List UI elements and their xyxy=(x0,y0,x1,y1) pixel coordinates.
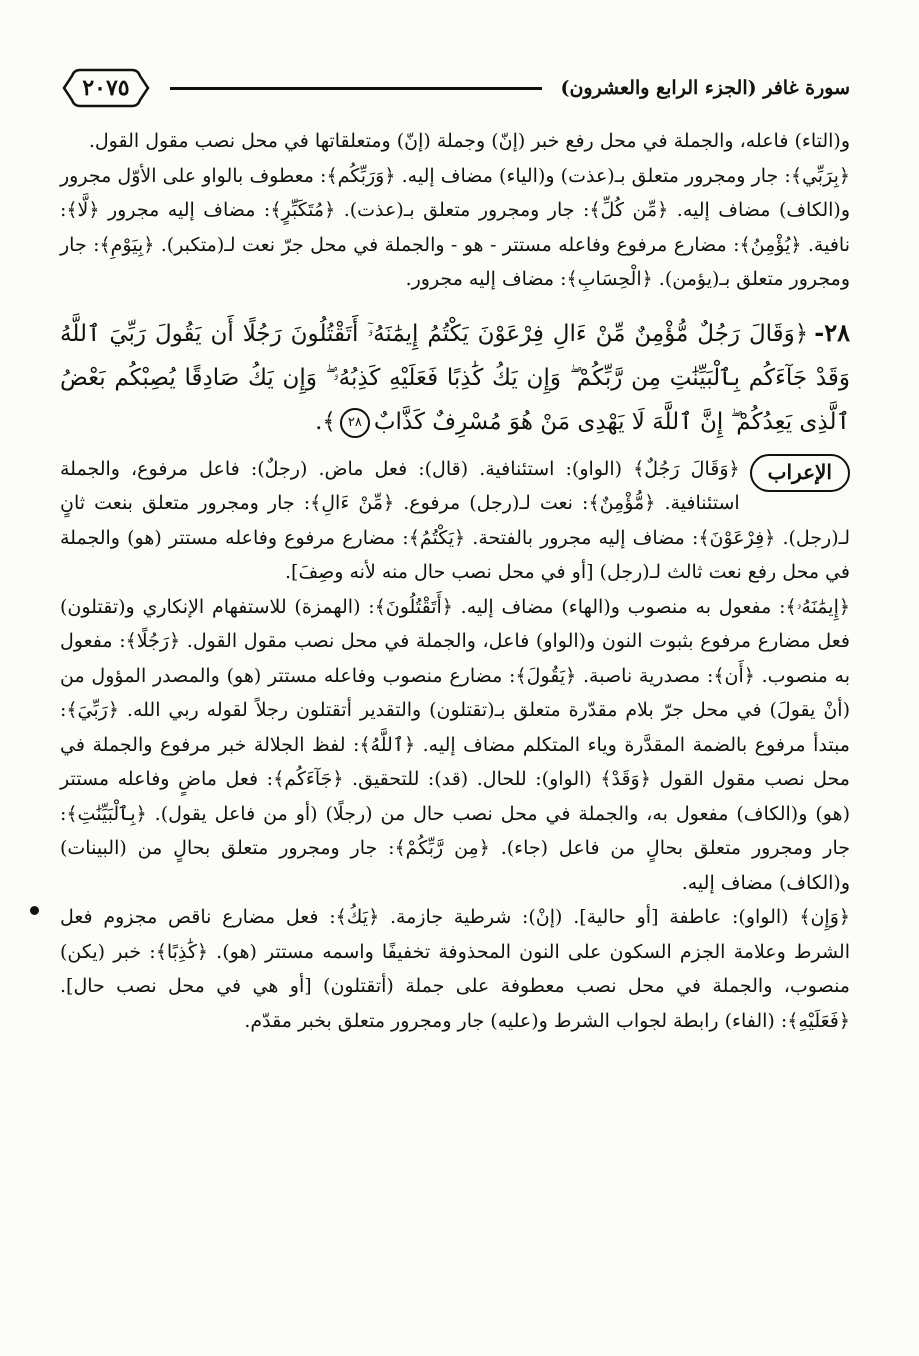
paragraph: ﴿بِرَبِّي﴾: جار ومجرور متعلق بـ(عذت) و(الياء) مضاف إليه. ﴿وَرَبِّكُم﴾: معطوف بالواو على الأوّل مجرور و(الكاف) مضاف إليه. ﴿مِّن كُلِّ﴾: جار ومجرور متعلق بـ(عذت). ﴿مُتَكَبِّرٍ﴾: مضاف إليه مجرور ﴿لَّا﴾: نافية. ﴿يُؤْمِنُ﴾: مضارع مرفوع وفاعله مستتر - هو - والجملة في محل جرّ نعت لـ(متكبر). ﴿بِيَوْمِ﴾: جار ومجرور متعلق بـ(يؤمن). ﴿الْحِسَابِ﴾: مضاف إليه مجرور. xyxy=(60,164,850,290)
page-header xyxy=(60,62,850,114)
quran-verse xyxy=(60,311,850,444)
ayah-marker: ٢٨ xyxy=(340,408,370,438)
header-rule xyxy=(170,87,542,90)
irab-section xyxy=(60,452,850,1039)
paragraph: و(التاء) فاعله، والجملة في محل رفع خبر (إنّ) وجملة (إنّ) ومتعلقاتها في محل نصب مقول القول. xyxy=(88,130,850,152)
verse-text: ﴿وَقَالَ رَجُلٌ مُّؤْمِنٌ مِّنْ ءَالِ فِرْعَوْنَ يَكْتُمُ إِيمَٰنَهُۥٓ أَتَقْتُلُونَ رَجُلًا أَن يَقُولَ رَبِّيَ ٱللَّهُ وَقَدْ جَآءَكُم بِٱلْبَيِّنَٰتِ مِن رَّبِّكُمْ ۖ وَإِن يَكُ كَٰذِبًا فَعَلَيْهِ كَذِبُهُۥ ۖ وَإِن يَكُ صَادِقًا يُصِبْكُم بَعْضُ ٱلَّذِى يَعِدُكُمْ ۖ إِنَّ ٱللَّهَ لَا يَهْدِى مَنْ هُوَ مُسْرِفٌ كَذَّابٌ xyxy=(60,320,850,435)
paragraph: ﴿إِيمَٰنَهُۥ﴾: مفعول به منصوب و(الهاء) مضاف إليه. ﴿أَتَقْتُلُونَ﴾: (الهمزة) للاستفهام الإنكاري و(تقتلون) فعل مضارع مرفوع بثبوت النون و(الواو) فاعل، والجملة في محل نصب مقول القول. ﴿رَجُلًا﴾: مفعول به منصوب. ﴿أَن﴾: مصدرية ناصبة. ﴿يَقُولَ﴾: مضارع منصوب وفاعله مستتر (هو) والمصدر المؤول من (أنْ يقولَ) في محل جرّ بلام مقدّرة متعلق بـ(تقتلون) والتقدير أتقتلون رجلاً لقوله ربي الله. ﴿رَبِّيَ﴾: مبتدأ مرفوع بالضمة المقدَّرة وياء المتكلم مضاف إليه. ﴿ٱللَّهُ﴾: لفظ الجلالة خبر مرفوع والجملة في محل نصب مقول القول ﴿وَقَدْ﴾ (الواو): للحال. (قد): للتحقيق. ﴿جَآءَكُم﴾: فعل ماضٍ وفاعله مستتر (هو) و(الكاف) مفعول به، والجملة في محل نصب حال من (رجلًا) (أو من فاعل يقول). ﴿بِٱلْبَيِّنَٰتِ﴾: جار ومجرور متعلق بحالٍ من فاعل (جاء). ﴿مِن رَّبِّكُمْ﴾: جار ومجرور متعلق بحالٍ من (البينات) و(الكاف) مضاف إليه. xyxy=(60,595,850,894)
page-number-frame xyxy=(60,67,152,109)
verse-closing: ﴾. xyxy=(315,408,336,435)
paragraph: ﴿وَقَالَ رَجُلٌ﴾ (الواو): استئنافية. (قال): فعل ماض. (رجلٌ): فاعل مرفوع، والجملة استئنافية. ﴿مُّؤْمِنٌ﴾: نعت لـ(رجل) مرفوع. ﴿مِّنْ ءَالِ﴾: جار ومجرور متعلق بنعت ثانٍ لـ(رجل). ﴿فِرْعَوْنَ﴾: مضاف إليه مجرور بالفتحة. ﴿يَكْتُمُ﴾: مضارع مرفوع وفاعله مستتر (هو) والجملة في محل رفع نعت ثالث لـ(رجل) [أو في محل نصب حال منه لأنه وصِفَ]. xyxy=(60,457,850,583)
paragraph: ﴿وَإِن﴾ (الواو): عاطفة [أو حالية]. (إنْ): شرطية جازمة. ﴿يَكُ﴾: فعل مضارع ناقص مجزوم فعل الشرط وعلامة الجزم السكون على النون المحذوفة تخفيفًا واسمه مستتر (هو). ﴿كَٰذِبًا﴾: خبر (يكن) منصوب، والجملة في محل نصب معطوفة على جملة (أتقتلون) [أو هي في محل نصب حال]. ﴿فَعَلَيْهِ﴾: (الفاء) رابطة لجواب الشرط و(عليه) جار ومجرور متعلق بخبر مقدّم. xyxy=(60,906,850,1032)
page-number: ٢٠٧٥ xyxy=(82,75,130,101)
running-title: سورة غافر (الجزء الرابع والعشرون) xyxy=(560,77,850,99)
irab-label: الإعراب xyxy=(750,454,850,492)
ink-dot xyxy=(30,906,39,915)
verse-number: ٢٨- xyxy=(814,317,850,347)
page xyxy=(60,62,850,1038)
